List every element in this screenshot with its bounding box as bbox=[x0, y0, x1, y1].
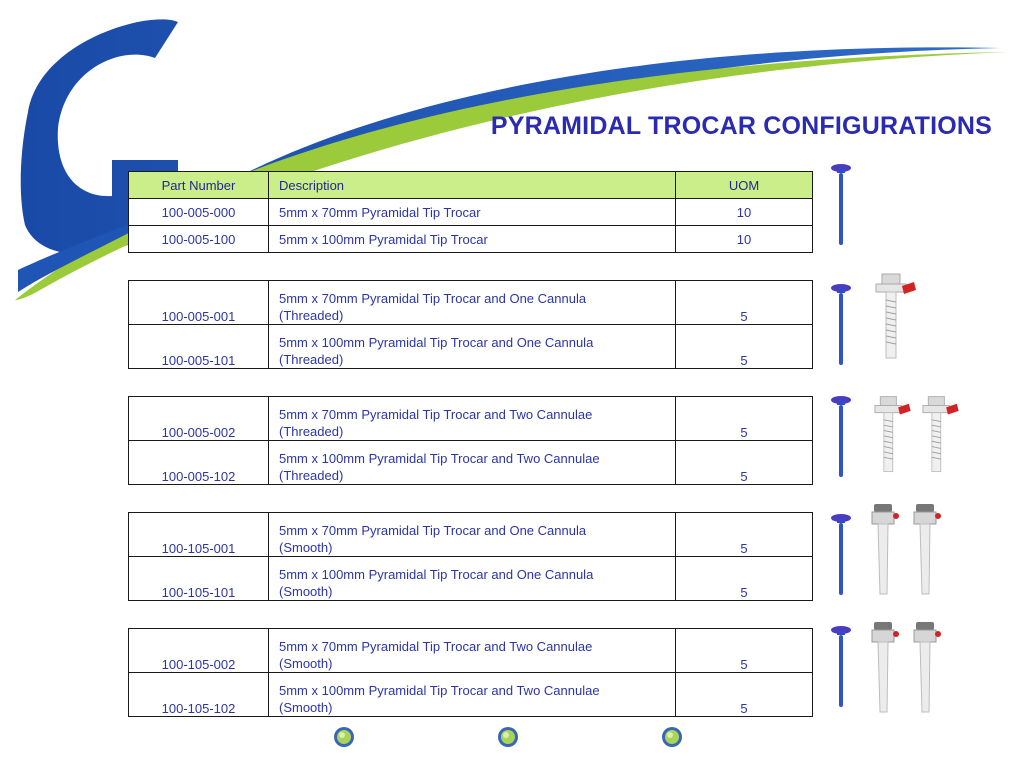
description bbox=[269, 513, 676, 557]
description bbox=[269, 673, 676, 717]
table-row bbox=[129, 673, 813, 717]
table-row bbox=[129, 281, 813, 325]
uom: 5 bbox=[676, 629, 813, 673]
uom: 5 bbox=[676, 557, 813, 601]
part-number: 100-005-102 bbox=[129, 441, 269, 485]
description-line: (Smooth) bbox=[279, 656, 333, 671]
description: 5mm x 70mm Pyramidal Tip Trocar bbox=[269, 199, 676, 226]
description bbox=[269, 557, 676, 601]
trocar-icon bbox=[828, 162, 854, 248]
table-row bbox=[129, 226, 813, 253]
configuration-table-4 bbox=[128, 512, 813, 601]
description-line: 5mm x 70mm Pyramidal Tip Trocar and Two Cannulae bbox=[279, 639, 593, 654]
table-row bbox=[129, 513, 813, 557]
table-row bbox=[129, 199, 813, 226]
part-number: 100-105-001 bbox=[129, 513, 269, 557]
trocar-icon bbox=[828, 512, 854, 598]
nav-previous-button[interactable] bbox=[333, 726, 355, 748]
smooth-cannula-icon bbox=[908, 502, 948, 598]
header-uom: UOM bbox=[676, 172, 813, 199]
uom: 5 bbox=[676, 673, 813, 717]
part-number: 100-105-002 bbox=[129, 629, 269, 673]
part-number: 100-005-100 bbox=[129, 226, 269, 253]
uom: 10 bbox=[676, 199, 813, 226]
description bbox=[269, 441, 676, 485]
table-row bbox=[129, 325, 813, 369]
trocar-icon bbox=[828, 282, 854, 368]
part-number: 100-005-101 bbox=[129, 325, 269, 369]
description-line: 5mm x 70mm Pyramidal Tip Trocar and One Cannula bbox=[279, 291, 587, 306]
trocar-icon bbox=[828, 624, 854, 710]
threaded-cannula-icon bbox=[914, 390, 964, 480]
description-line: (Threaded) bbox=[279, 424, 344, 439]
description bbox=[269, 397, 676, 441]
description-line: (Threaded) bbox=[279, 468, 344, 483]
page-title: PYRAMIDAL TROCAR CONFIGURATIONS bbox=[490, 112, 992, 140]
part-number: 100-005-002 bbox=[129, 397, 269, 441]
description-line: (Smooth) bbox=[279, 584, 333, 599]
uom: 10 bbox=[676, 226, 813, 253]
smooth-cannula-icon bbox=[866, 620, 906, 716]
threaded-cannula-icon bbox=[866, 272, 922, 362]
description-line: (Smooth) bbox=[279, 700, 333, 715]
nav-next-button[interactable] bbox=[661, 726, 683, 748]
part-number: 100-005-001 bbox=[129, 281, 269, 325]
header-description: Description bbox=[269, 172, 676, 199]
configuration-table-1 bbox=[128, 171, 813, 253]
description-line: 5mm x 100mm Pyramidal Tip Trocar and Two Cannulae bbox=[279, 451, 600, 466]
description bbox=[269, 629, 676, 673]
part-number: 100-005-000 bbox=[129, 199, 269, 226]
uom: 5 bbox=[676, 441, 813, 485]
description-line: (Threaded) bbox=[279, 352, 344, 367]
table-header-row bbox=[129, 172, 813, 199]
description-line: 5mm x 100mm Pyramidal Tip Trocar and One Cannula bbox=[279, 567, 594, 582]
table-row bbox=[129, 397, 813, 441]
configuration-table-2 bbox=[128, 280, 813, 369]
description-line: 5mm x 70mm Pyramidal Tip Trocar and Two Cannulae bbox=[279, 407, 593, 422]
nav-home-button[interactable] bbox=[497, 726, 519, 748]
uom: 5 bbox=[676, 397, 813, 441]
smooth-cannula-icon bbox=[866, 502, 906, 598]
uom: 5 bbox=[676, 513, 813, 557]
description-line: 5mm x 70mm Pyramidal Tip Trocar and One Cannula bbox=[279, 523, 587, 538]
uom: 5 bbox=[676, 325, 813, 369]
description-line: (Threaded) bbox=[279, 308, 344, 323]
description-line: 5mm x 100mm Pyramidal Tip Trocar and One Cannula bbox=[279, 335, 594, 350]
table-row bbox=[129, 441, 813, 485]
threaded-cannula-icon bbox=[866, 390, 916, 480]
configuration-table-3 bbox=[128, 396, 813, 485]
table-row bbox=[129, 557, 813, 601]
description bbox=[269, 325, 676, 369]
smooth-cannula-icon bbox=[908, 620, 948, 716]
part-number: 100-105-102 bbox=[129, 673, 269, 717]
configuration-table-5 bbox=[128, 628, 813, 717]
description: 5mm x 100mm Pyramidal Tip Trocar bbox=[269, 226, 676, 253]
description-line: 5mm x 100mm Pyramidal Tip Trocar and Two Cannulae bbox=[279, 683, 600, 698]
description-line: (Smooth) bbox=[279, 540, 333, 555]
header-part-number: Part Number bbox=[129, 172, 269, 199]
uom: 5 bbox=[676, 281, 813, 325]
part-number: 100-105-101 bbox=[129, 557, 269, 601]
trocar-icon bbox=[828, 394, 854, 480]
table-row bbox=[129, 629, 813, 673]
description bbox=[269, 281, 676, 325]
